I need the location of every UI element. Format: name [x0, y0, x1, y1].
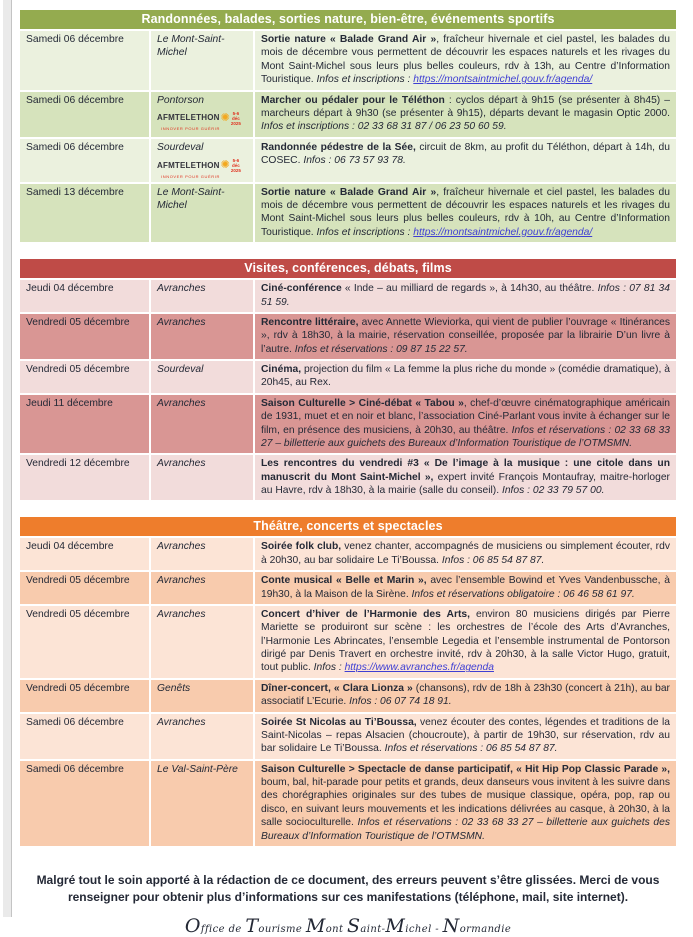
table-body-theatre	[20, 537, 676, 847]
document-page	[20, 10, 676, 936]
event-date: Vendredi 05 décembre	[20, 313, 150, 360]
event-row	[20, 279, 676, 313]
table-nature-events	[20, 10, 676, 244]
location-name: Le Mont-Saint-Michel	[157, 34, 225, 59]
event-location	[150, 394, 254, 455]
event-date: Vendredi 05 décembre	[20, 679, 150, 713]
event-description	[254, 605, 676, 679]
event-description	[254, 279, 676, 313]
event-row	[20, 679, 676, 713]
event-link[interactable]: https://montsaintmichel.gouv.fr/agenda/	[413, 226, 593, 238]
event-date: Jeudi 04 décembre	[20, 537, 150, 571]
description-text: Infos :	[313, 662, 345, 674]
event-location	[150, 679, 254, 713]
event-date: Vendredi 05 décembre	[20, 360, 150, 394]
description-text: Infos et inscriptions :	[316, 226, 414, 238]
disclaimer-note: Malgré tout le soin apporté à la rédaction de ce document, des erreurs peuvent s’être glissées. Merci de vous renseigner pour obtenir plus d’informations sur ces manifestations (téléphone, mail, site internet).	[36, 872, 660, 905]
event-row	[20, 571, 676, 605]
event-date: Vendredi 12 décembre	[20, 454, 150, 501]
event-date: Jeudi 11 décembre	[20, 394, 150, 455]
description-text: Conte musical « Belle et Marin »,	[261, 575, 427, 587]
description-text: Infos et réservations : 06 85 54 87 87.	[384, 743, 558, 755]
location-name: Avranches	[157, 608, 206, 620]
location-name: Le Val-Saint-Père	[157, 763, 238, 775]
office-tourisme-signature: Office de Tourisme Mont Saint-Michel - Normandie	[184, 914, 512, 937]
description-text: Infos et réservations : 09 87 15 22 57.	[294, 343, 468, 355]
afm-telethon-logo	[157, 158, 247, 179]
description-text: Infos : 06 85 54 87 87.	[441, 554, 545, 566]
description-text: Saison Culturelle > Spectacle de danse participatif, « Hit Hip Pop Classic Parade »,	[261, 763, 670, 775]
location-name: Avranches	[157, 575, 206, 587]
event-date: Samedi 06 décembre	[20, 30, 150, 91]
event-row	[20, 760, 676, 847]
table-body-visites	[20, 279, 676, 501]
event-description	[254, 713, 676, 760]
description-text: Sortie nature « Balade Grand Air »	[261, 186, 437, 198]
location-name: Avranches	[157, 316, 206, 328]
event-location	[150, 537, 254, 571]
event-row	[20, 313, 676, 360]
event-description	[254, 183, 676, 244]
event-location	[150, 571, 254, 605]
section-header-row	[20, 10, 676, 30]
event-location	[150, 138, 254, 183]
section-header-row	[20, 259, 676, 279]
description-text: Randonnée pédestre de la Sée,	[261, 141, 416, 153]
event-row	[20, 360, 676, 394]
event-row	[20, 138, 676, 183]
event-description	[254, 454, 676, 501]
event-date: Samedi 06 décembre	[20, 91, 150, 138]
description-text: Infos et réservations : 02 33 68 33 27 – billetterie aux guichets des Bureaux d’Information Touristique de l’OTMSMN.	[261, 817, 670, 842]
event-description	[254, 760, 676, 847]
event-row	[20, 183, 676, 244]
event-description	[254, 537, 676, 571]
table-spectacles-events	[20, 517, 676, 848]
section-title-nature: Randonnées, balades, sorties nature, bien-être, événements sportifs	[20, 10, 676, 30]
event-row	[20, 537, 676, 571]
event-location	[150, 605, 254, 679]
event-row	[20, 91, 676, 138]
description-text: Les rencontres du vendredi #3 « De l’image à la musique : une citole dans un manuscrit du Mont Saint-Michel »,	[261, 458, 670, 483]
event-description	[254, 679, 676, 713]
telethon-star-icon: ✺	[220, 159, 230, 172]
description-text: avec l’ensemble Bowind et Yves Vandenbussche, à 19h30, à la Maison de la Sirène.	[261, 575, 670, 600]
description-text: Rencontre littéraire,	[261, 316, 359, 328]
event-description	[254, 313, 676, 360]
location-name: Avranches	[157, 458, 206, 470]
location-name: Avranches	[157, 283, 206, 295]
event-date: Samedi 13 décembre	[20, 183, 150, 244]
telethon-dates: 5-6 déc 2025	[230, 110, 241, 127]
location-name: Avranches	[157, 716, 206, 728]
event-row	[20, 30, 676, 91]
description-text: Infos : 06 07 74 18 91.	[349, 696, 452, 708]
section-title-visites: Visites, conférences, débats, films	[20, 259, 676, 279]
description-text: Infos et réservations obligatoire : 06 46 58 61 97.	[411, 588, 635, 600]
event-row	[20, 394, 676, 455]
description-text: Concert d’hiver de l’Harmonie des Arts,	[261, 608, 470, 620]
event-row	[20, 454, 676, 501]
event-date: Jeudi 04 décembre	[20, 279, 150, 313]
telethon-slogan: INNOVER POUR GUÉRIR	[161, 126, 220, 132]
event-row	[20, 713, 676, 760]
event-location	[150, 360, 254, 394]
description-text: Saison Culturelle > Ciné-débat « Tabou »	[261, 397, 464, 409]
description-text: avec Annette Wieviorka, qui vient de publier l’ouvrage « Itinérances », rdv à 18h30, à la mairie, réservation conseillée, proposée par la librairie D’un livre à l’autre.	[261, 316, 671, 355]
afm-telethon-logo	[157, 111, 247, 132]
description-text: venez écouter des contes, légendes et traditions de la Saint-Nicolas – repas Alsacien (choucroute), à partir de 19h30, sur réservation, rdv au bar solidaire Le Ti’Boussa.	[261, 716, 670, 755]
location-name: Sourdeval	[157, 364, 204, 376]
description-text: projection du film « La femme la plus riche du monde » (comédie dramatique), à 20h45, au Rex.	[261, 364, 670, 389]
description-text: Infos : 02 33 79 57 00.	[501, 485, 605, 497]
event-location	[150, 279, 254, 313]
event-location	[150, 183, 254, 244]
description-text: circuit de 8km, au profit du Téléthon, départ à 14h, du COSEC.	[261, 141, 671, 166]
location-name: Genêts	[157, 682, 191, 694]
event-description	[254, 394, 676, 455]
telethon-dates: 5-6 déc 2025	[230, 158, 241, 174]
description-text: Infos : 06 73 57 93 78.	[303, 155, 406, 166]
event-link[interactable]: https://www.avranches.fr/agenda	[344, 662, 494, 674]
event-location	[150, 313, 254, 360]
description-text: , chef-d’œuvre cinématographique américain de 1931, muet et en noir et blanc, l’association Ciné-Parlant vous invite à échanger sur le film, en présence des musiciens, à 20h30, au théâtre.	[261, 397, 670, 436]
description-text: , fraîcheur hivernale et ciel pastel, les balades du mois de décembre vous permettent de découvrir les espaces naturels et les rivages du Mont Saint-Michel sous leurs plus belles couleurs, rdv à 10h, au Centre d’Information Touristique.	[261, 186, 670, 238]
description-text: Cinéma,	[261, 364, 302, 376]
description-text: expert invité François Montaufray, maitre-horloger au Havre, rdv à 18h30, à la mairie (salle du conseil).	[261, 471, 670, 497]
location-name: Le Mont-Saint-Michel	[157, 186, 225, 212]
event-location	[150, 760, 254, 847]
description-text: Marcher ou pédaler pour le Téléthon	[261, 94, 445, 106]
description-text: Sortie nature « Balade Grand Air »	[261, 34, 437, 45]
location-name: Avranches	[157, 541, 206, 553]
section-title-theatre: Théâtre, concerts et spectacles	[20, 517, 676, 537]
event-date: Samedi 06 décembre	[20, 713, 150, 760]
event-row	[20, 605, 676, 679]
event-location	[150, 454, 254, 501]
description-text: boum, bal, hit-parade pour petits et grands, deux danseurs vous invitent à les suivre dans des chorégraphies originales sur des tubes de musique classique, opéra, pop, rap ou disco, en suivant leurs mouvements et les indications délivrées au casque, à 20h30, à la salle socioculturelle.	[261, 777, 670, 829]
description-text: « Inde – au milliard de regards », à 14h30, au théâtre.	[341, 283, 598, 295]
description-text: Infos : 07 81 34 51 59.	[261, 283, 670, 308]
page-edge-shadow	[3, 0, 12, 917]
event-description	[254, 571, 676, 605]
description-text: Infos et inscriptions :	[316, 74, 414, 86]
event-description	[254, 360, 676, 394]
description-text: Infos et réservations : 02 33 68 33 27 – billetterie aux guichets des Bureaux d’Information Touristique de l’OTMSMN.	[261, 424, 670, 449]
telethon-logo-text: AFMTELETHON	[157, 160, 220, 170]
event-date: Vendredi 05 décembre	[20, 571, 150, 605]
description-text: Soirée St Nicolas au Ti’Boussa,	[261, 716, 417, 728]
description-text: Soirée folk club,	[261, 541, 342, 553]
event-date: Samedi 06 décembre	[20, 138, 150, 183]
telethon-logo-text: AFMTELETHON	[157, 113, 220, 123]
event-location	[150, 91, 254, 138]
description-text: venez chanter, accompagnés de musiciens ou simplement écouter, rdv à 20h30, au bar solidaire Le Ti’Boussa.	[261, 541, 670, 566]
description-text: (chansons), rdv de 18h à 23h30 (concert à 21h), au bar associatif L’Ecurie.	[261, 682, 670, 708]
description-text: Infos et inscriptions : 02 33 68 31 87 / 06 23 50 60 59.	[261, 121, 507, 133]
telethon-star-icon: ✺	[220, 112, 230, 125]
description-text: environ 80 musiciens dirigés par Pierre Mariette se produiront sur scène : les orchestres de l’école des Arts d’Avranches, l’Harmonie Les Abrincates, l’ensemble Legedia et l’ensemble instrumental de Pontorson dirigé par Denis Travert en orchestre invité, rdv à 20h30, à la salle Victor Hugo, gratuit, tout public.	[261, 608, 670, 674]
description-text: Dîner-concert, « Clara Lionza »	[261, 682, 413, 694]
event-link[interactable]: https://montsaintmichel.gouv.fr/agenda/	[413, 74, 593, 86]
telethon-slogan: INNOVER POUR GUÉRIR	[161, 173, 220, 179]
event-description	[254, 91, 676, 138]
location-name: Avranches	[157, 397, 206, 409]
event-location	[150, 30, 254, 91]
event-location	[150, 713, 254, 760]
event-date: Vendredi 05 décembre	[20, 605, 150, 679]
location-name: Sourdeval	[157, 141, 204, 153]
description-text: , fraîcheur hivernale et ciel pastel, les balades du mois de décembre vous permettent de découvrir les espaces naturels et les rivages du Mont Saint-Michel sous leurs plus belles couleurs, rdv à 13h, au Centre d’Information Touristique.	[261, 34, 670, 86]
table-culture-events	[20, 259, 676, 502]
event-description	[254, 138, 676, 183]
description-text: : cyclos départ à 9h15 (se présenter à 8h45) – marcheurs départ à 9h30 (se présenter à 9h15), départs devant le magasin Optic 2000.	[261, 94, 670, 119]
location-name: Pontorson	[157, 94, 204, 106]
event-description	[254, 30, 676, 91]
description-text: Ciné-conférence	[261, 283, 342, 295]
section-header-row	[20, 517, 676, 537]
event-date: Samedi 06 décembre	[20, 760, 150, 847]
table-body-nature	[20, 30, 676, 243]
